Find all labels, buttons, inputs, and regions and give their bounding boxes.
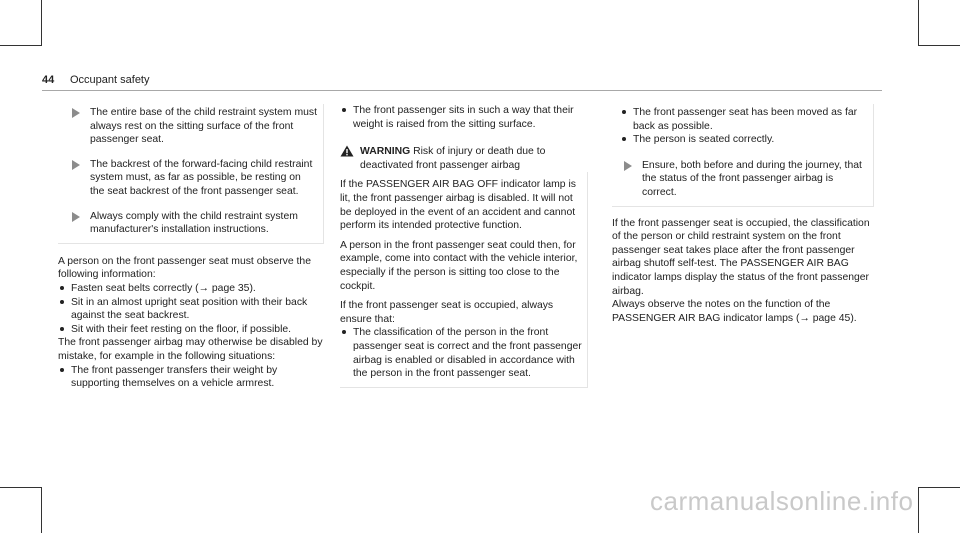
step-arrow-icon — [624, 161, 632, 171]
warning-paragraph: If the front passenger seat is occupied, always ensure that: — [340, 300, 554, 325]
list-item: The front passenger seat has been moved as far back as possible. — [620, 106, 867, 133]
column-3 — [612, 104, 874, 325]
paragraph: If the front passenger seat is occupied, the classification of the person or child restraint system on the front passenger seat takes place after the front passenger airbag shutoff self-test. The PASSENGER AIR BAG indicator lamps display the status of the front passenger airbag. — [612, 217, 870, 297]
warning-paragraph: A person in the front passenger seat could then, for example, come into contact with the vehicle interior, especially if the person is sitting too close to the cockpit. — [340, 239, 578, 292]
paragraph: The front passenger airbag may otherwise be disabled by mistake, for example in the following situations: — [58, 337, 323, 362]
list-item: The front passenger transfers their weight by supporting themselves on a vehicle armrest. — [58, 364, 324, 391]
column-2 — [340, 104, 594, 388]
crop-mark — [918, 0, 919, 46]
paragraph[interactable]: Always observe the notes on the function of the PASSENGER AIR BAG indicator lamps (→ page 45). — [612, 299, 857, 324]
paragraph: A person on the front passenger seat must observe the following information: — [58, 255, 311, 281]
instruction-box — [612, 104, 874, 207]
instruction-box — [58, 104, 324, 244]
warning-title: Risk of injury or death due to deactivated front passenger airbag — [360, 146, 546, 171]
list-item: Sit in an almost upright seat position with their back against the seat backrest. — [58, 296, 324, 323]
instruction-step: The entire base of the child restraint system must always rest on the sitting surface of the front passenger seat. — [68, 106, 317, 147]
section-title: Occupant safety — [70, 74, 150, 86]
list-item: The front passenger sits in such a way that their weight is raised from the sitting surface. — [340, 104, 594, 131]
crop-mark — [918, 487, 919, 533]
warning-box — [340, 145, 588, 388]
bullet-icon — [342, 330, 346, 334]
bullet-icon — [60, 286, 64, 290]
instruction-step: Ensure, both before and during the journey, that the status of the front passenger airbag is correct. — [620, 159, 867, 200]
watermark: carmanualsonline.info — [650, 486, 914, 516]
crop-mark — [0, 45, 42, 46]
crop-mark — [41, 0, 42, 46]
instruction-step: The backrest of the forward-facing child restraint system must, as far as possible, be resting on the seat backrest of the front passenger seat. — [68, 158, 317, 199]
page-number: 44 — [42, 74, 55, 86]
warning-label: WARNING — [360, 146, 411, 158]
bullet-icon — [60, 300, 64, 304]
list-item: The classification of the person in the front passenger seat is correct and the front passenger airbag is enabled or disabled in accordance with the person in the front passenger seat. — [340, 326, 583, 380]
instruction-step: Always comply with the child restraint system manufacturer's installation instructions. — [68, 210, 317, 237]
warning-paragraph: If the PASSENGER AIR BAG OFF indicator lamp is lit, the front passenger airbag is disabled. It will not be deployed in the event of an accident and cannot perform its intended protective function. — [340, 179, 576, 232]
bullet-icon — [622, 137, 626, 141]
warning-triangle-icon — [340, 145, 354, 157]
bullet-icon — [60, 368, 64, 372]
crop-mark — [918, 45, 960, 46]
crop-mark — [0, 487, 42, 488]
step-arrow-icon — [72, 108, 80, 118]
column-1 — [58, 104, 324, 391]
bullet-icon — [342, 108, 346, 112]
bullet-icon — [60, 327, 64, 331]
header-rule — [42, 90, 882, 91]
list-item: Fasten seat belts correctly (→ page 35). — [58, 282, 324, 296]
list-item: The person is seated correctly. — [620, 133, 867, 147]
warning-heading — [340, 145, 588, 172]
list-item: Sit with their feet resting on the floor, if possible. — [58, 323, 324, 337]
step-arrow-icon — [72, 160, 80, 170]
crop-mark — [918, 487, 960, 488]
step-arrow-icon — [72, 212, 80, 222]
bullet-icon — [622, 110, 626, 114]
crop-mark — [41, 487, 42, 533]
